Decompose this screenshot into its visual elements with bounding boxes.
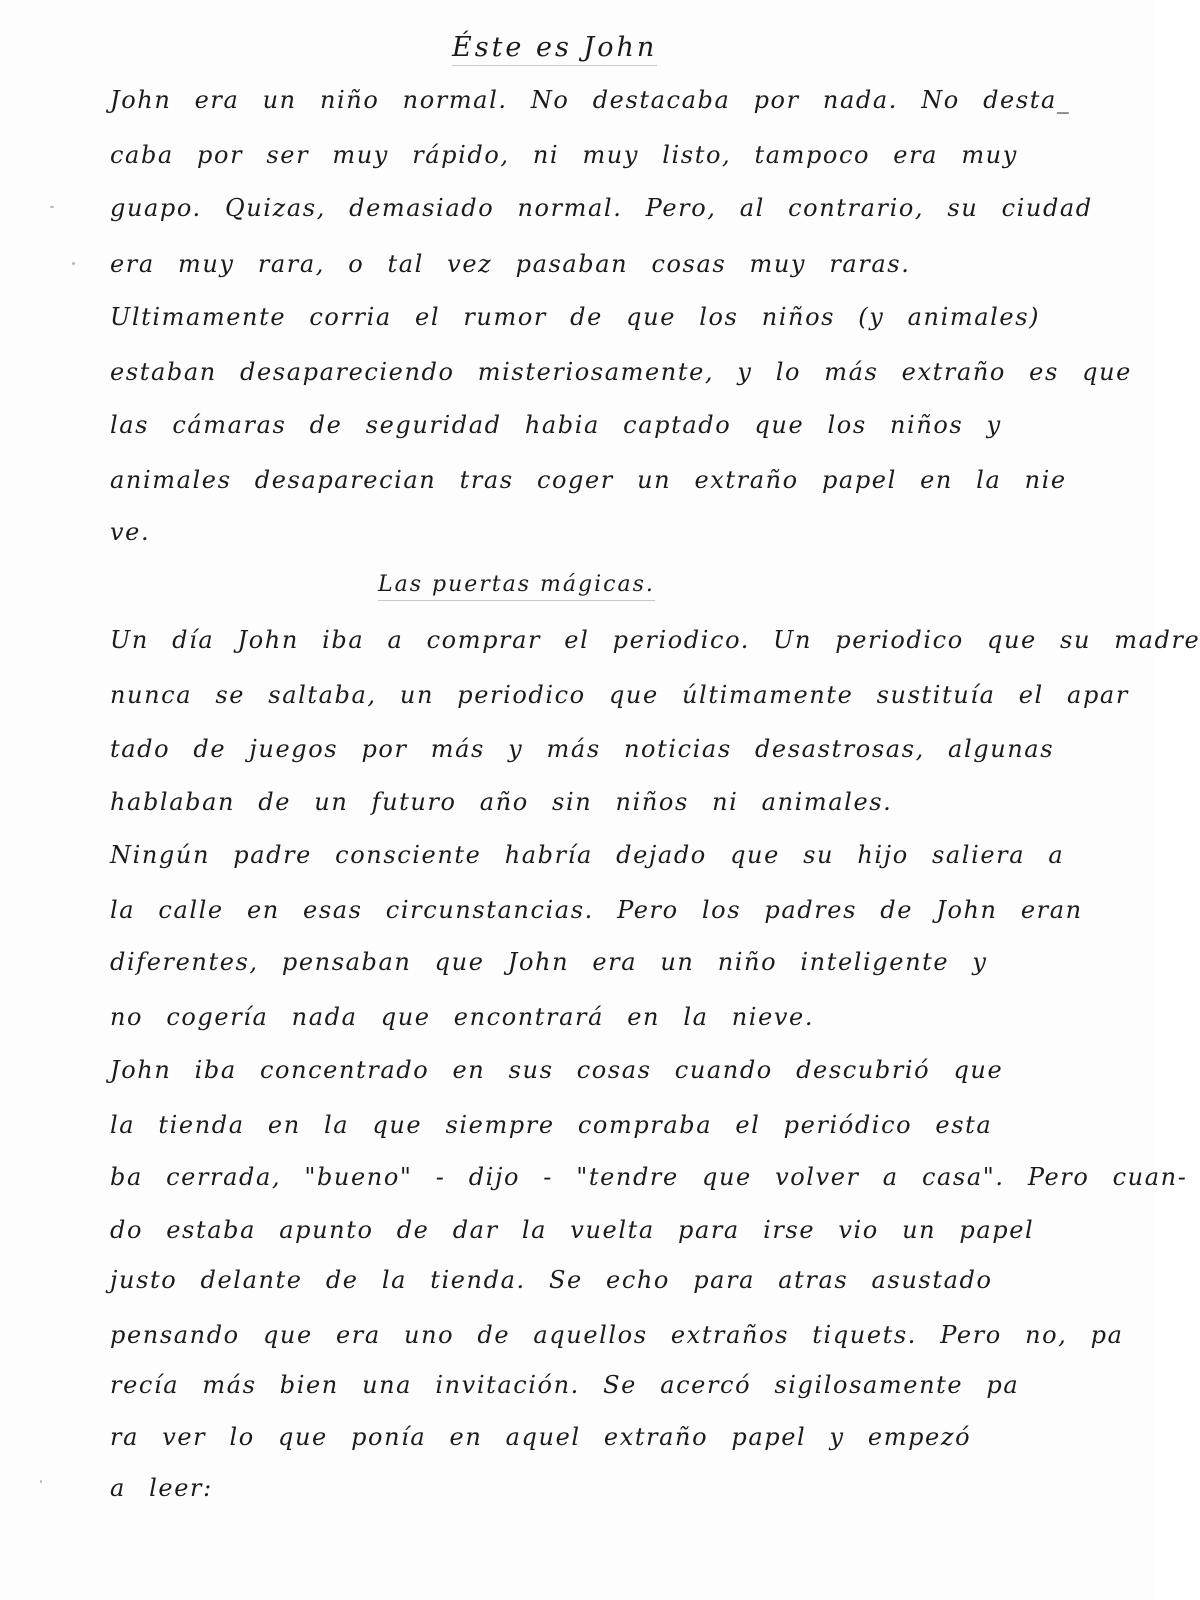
text-line: estaban desapareciendo misteriosamente, y lo más extraño es que: [110, 358, 1132, 386]
story-title: Éste es John: [452, 34, 657, 66]
text-line: la tienda en la que siempre compraba el periódico esta: [110, 1111, 993, 1139]
text-line: Ningún padre consciente habría dejado que su hijo saliera a: [110, 841, 1065, 869]
text-line: diferentes, pensaban que John era un niño inteligente y: [110, 948, 988, 976]
text-line: animales desaparecian tras coger un extraño papel en la nie: [110, 466, 1067, 494]
text-line: no cogería nada que encontrará en la nieve.: [110, 1003, 815, 1031]
text-line: justo delante de la tienda. Se echo para atras asustado: [110, 1266, 993, 1294]
text-line: la calle en esas circunstancias. Pero los padres de John eran: [110, 896, 1083, 924]
text-line: a leer:: [110, 1474, 213, 1502]
text-line: pensando que era uno de aquellos extraños tiquets. Pero no, pa: [110, 1321, 1124, 1349]
text-line: ve.: [110, 518, 151, 546]
text-line: Ultimamente corria el rumor de que los niños (y animales): [110, 303, 1041, 331]
text-line: nunca se saltaba, un periodico que últimamente sustituía el apar: [110, 681, 1129, 709]
paper-speck: [72, 262, 75, 265]
text-line: tado de juegos por más y más noticias desastrosas, algunas: [110, 735, 1055, 763]
text-line: Un día John iba a comprar el periodico. Un periodico que su madre: [110, 626, 1200, 654]
text-line: guapo. Quizas, demasiado normal. Pero, al contrario, su ciudad: [110, 194, 1093, 222]
text-line: John era un niño normal. No destacaba por nada. No desta_: [110, 86, 1071, 114]
text-line: caba por ser muy rápido, ni muy listo, tampoco era muy: [110, 141, 1018, 169]
paper-speck: [50, 206, 54, 208]
section-title: Las puertas mágicas.: [378, 574, 655, 601]
text-line: recía más bien una invitación. Se acercó sigilosamente pa: [110, 1371, 1020, 1399]
text-line: do estaba apunto de dar la vuelta para irse vio un papel: [110, 1216, 1035, 1244]
text-line: ba cerrada, "bueno" - dijo - "tendre que volver a casa". Pero cuan-: [110, 1163, 1188, 1191]
text-line: hablaban de un futuro año sin niños ni animales.: [110, 788, 893, 816]
text-line: John iba concentrado en sus cosas cuando descubrió que: [110, 1056, 1004, 1084]
text-line: ra ver lo que ponía en aquel extraño papel y empezó: [110, 1423, 972, 1451]
text-line: las cámaras de seguridad habia captado que los niños y: [110, 411, 1002, 439]
text-line: era muy rara, o tal vez pasaban cosas muy raras.: [110, 250, 911, 278]
paper-speck: [40, 1480, 42, 1483]
